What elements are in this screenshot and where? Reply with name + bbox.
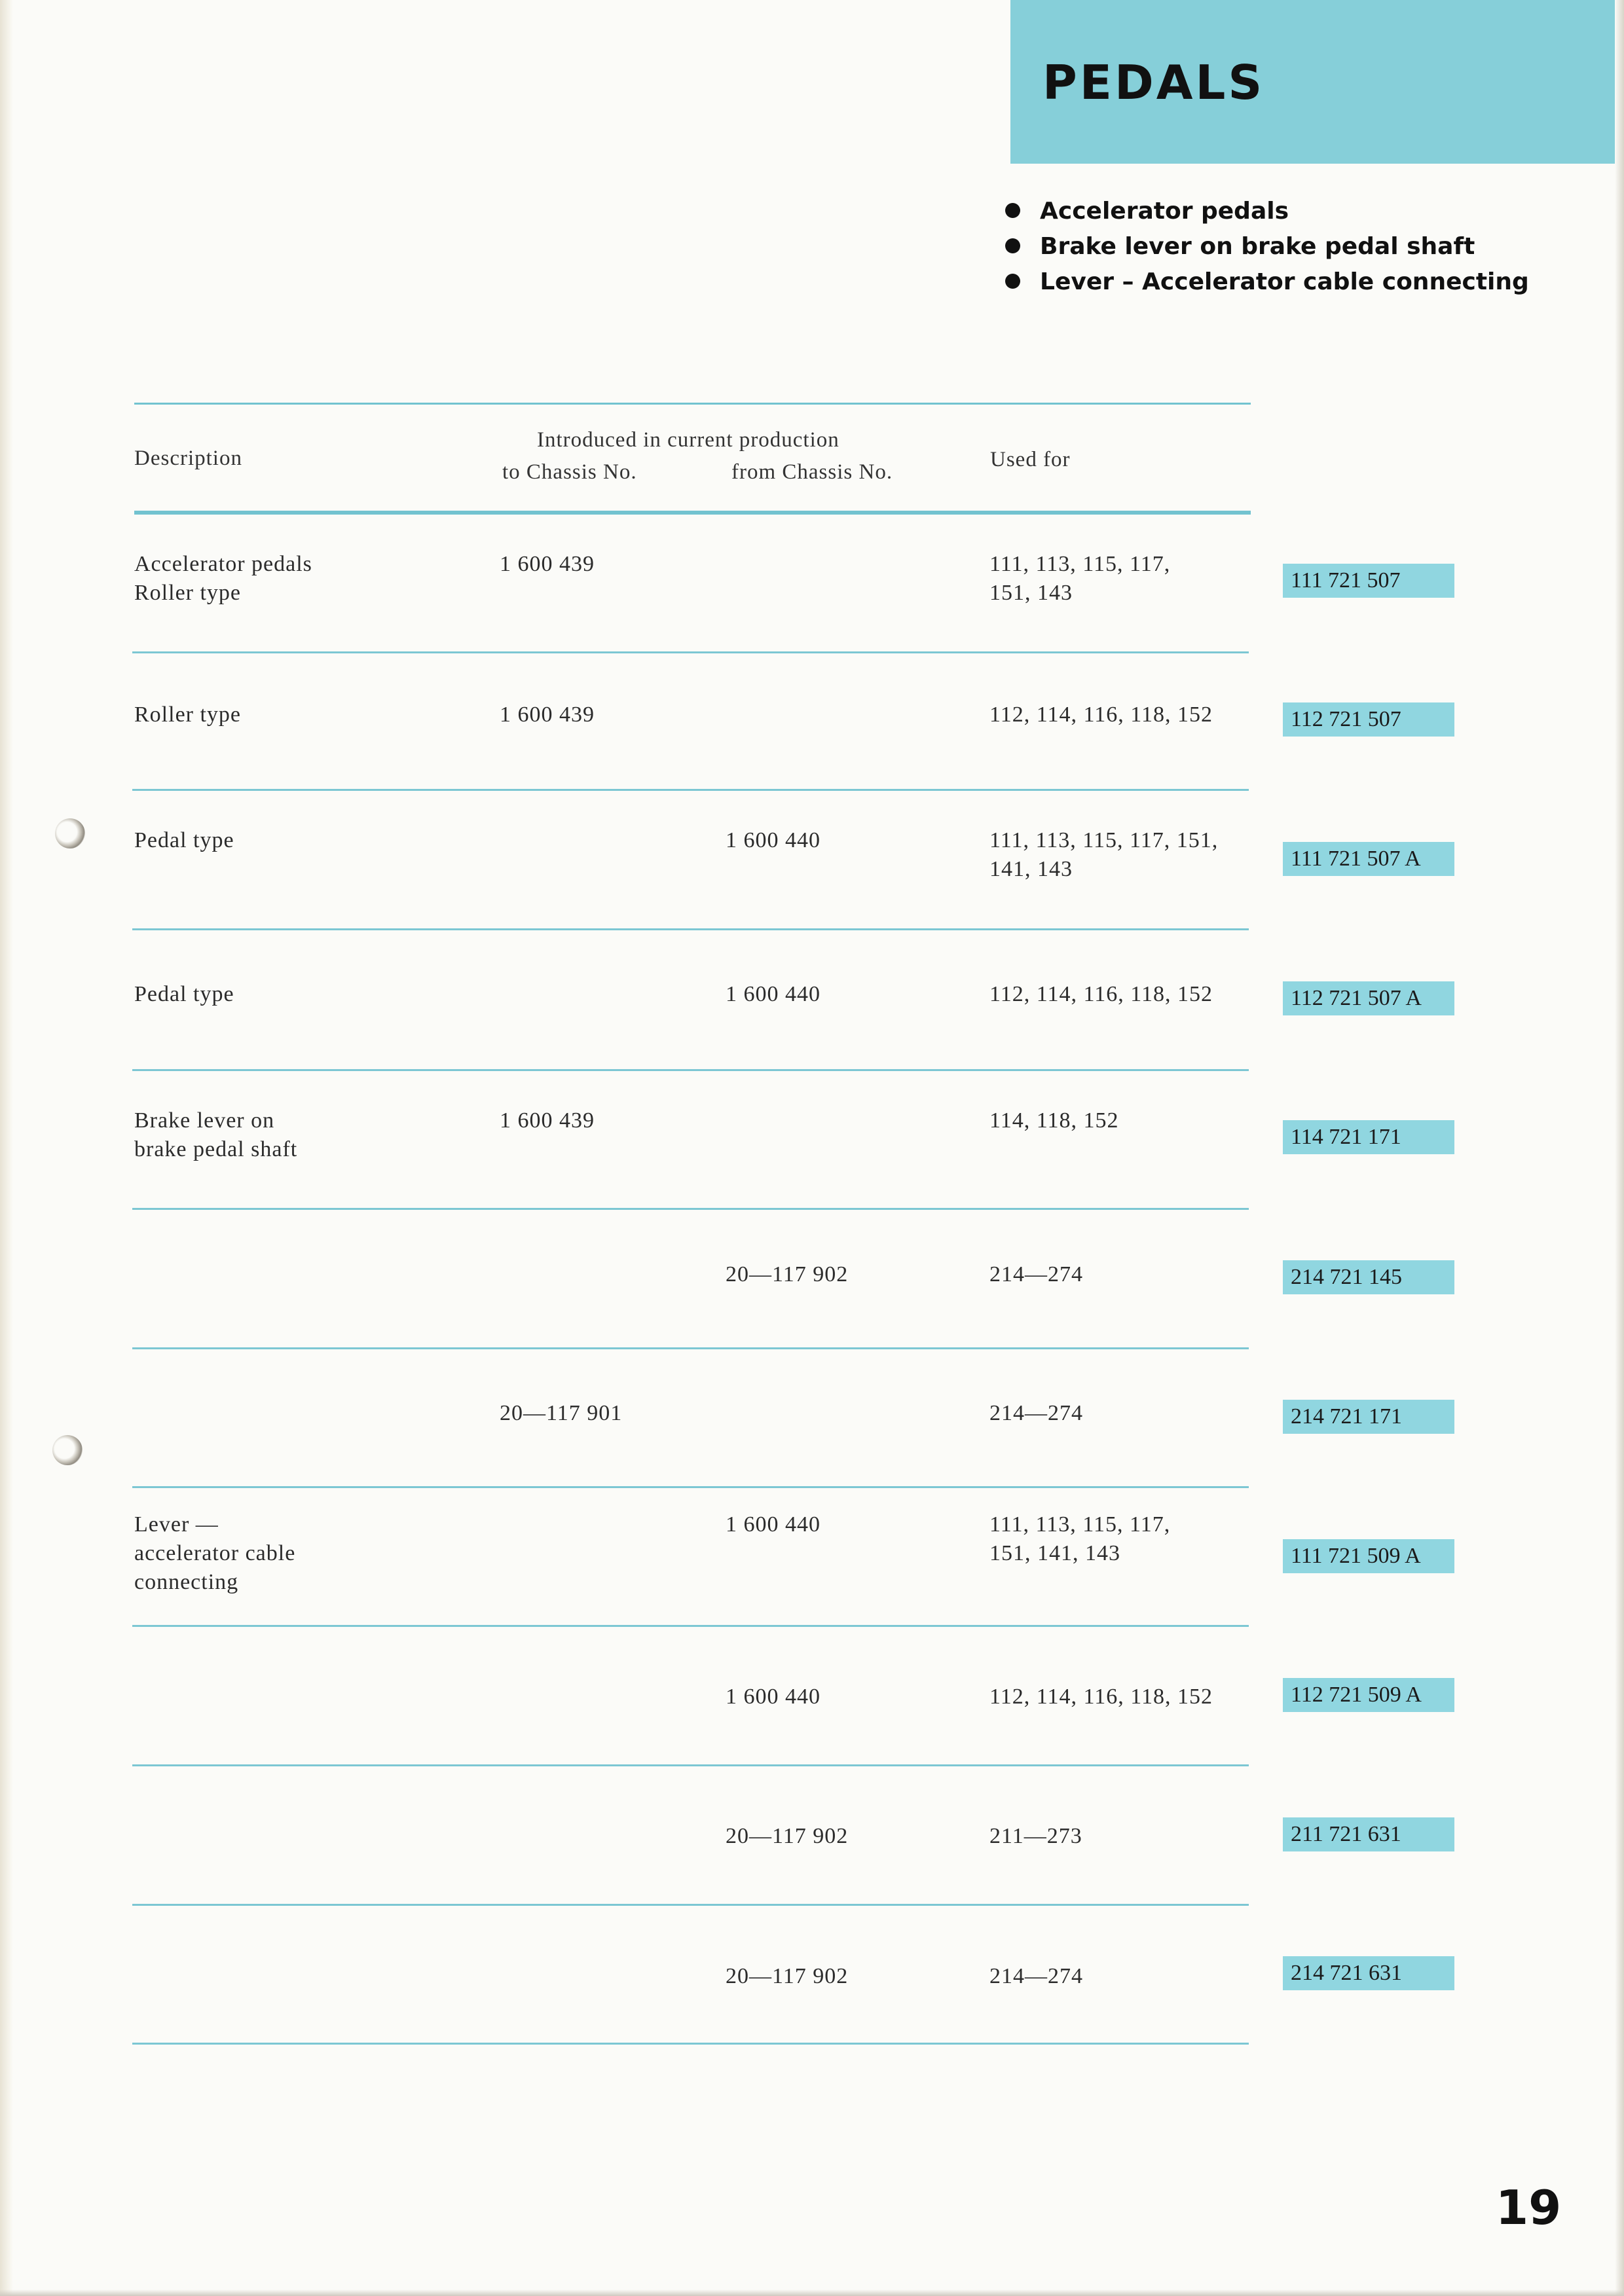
header-from-chassis: from Chassis No. xyxy=(731,460,893,484)
bullet-text: Brake lever on brake pedal shaft xyxy=(1040,233,1475,260)
row-used-for: 214—274 xyxy=(989,1401,1083,1425)
row-from-chassis: 20—117 902 xyxy=(726,1262,849,1286)
row-divider xyxy=(132,1625,1249,1627)
row-part-number: 214 721 145 xyxy=(1283,1260,1454,1294)
bullet-dot-icon xyxy=(1005,238,1020,253)
row-part-number: 111 721 507 A xyxy=(1283,842,1454,876)
page-number: 19 xyxy=(1496,2180,1562,2235)
bullet-item xyxy=(1005,229,1529,264)
row-used-for: 211—273 xyxy=(989,1824,1082,1848)
table-header-rule xyxy=(134,511,1251,515)
page-edge-bottom xyxy=(0,2289,1624,2296)
row-used-for: 214—274 xyxy=(989,1964,1083,1988)
row-used-for: 114, 118, 152 xyxy=(989,1108,1119,1133)
row-part-number: 112 721 507 xyxy=(1283,702,1454,737)
header-to-chassis: to Chassis No. xyxy=(502,460,637,484)
row-from-chassis: 1 600 440 xyxy=(726,1512,821,1537)
row-to-chassis: 20—117 901 xyxy=(500,1401,623,1425)
bullet-item xyxy=(1005,264,1529,300)
bullet-item xyxy=(1005,194,1529,229)
row-part-number: 214 721 171 xyxy=(1283,1400,1454,1434)
row-used-for: 111, 113, 115, 117, 151, 143 xyxy=(989,552,1171,605)
bullet-text: Lever – Accelerator cable connecting xyxy=(1040,268,1529,295)
row-from-chassis: 1 600 440 xyxy=(726,828,821,852)
row-from-chassis: 20—117 902 xyxy=(726,1824,849,1848)
bullet-dot-icon xyxy=(1005,203,1020,218)
row-from-chassis: 1 600 440 xyxy=(726,1685,821,1709)
row-used-for: 112, 114, 116, 118, 152 xyxy=(989,982,1213,1006)
row-divider xyxy=(132,1904,1249,1906)
row-used-for: 111, 113, 115, 117, 151, 141, 143 xyxy=(989,1512,1171,1565)
row-divider xyxy=(132,789,1249,791)
row-description: Accelerator pedals Roller type xyxy=(134,552,312,605)
row-used-for: 214—274 xyxy=(989,1262,1083,1286)
topic-bullet-list xyxy=(1005,194,1529,300)
row-part-number: 114 721 171 xyxy=(1283,1120,1454,1154)
row-divider xyxy=(132,928,1249,930)
section-title: PEDALS xyxy=(1043,55,1265,110)
row-divider xyxy=(132,2043,1249,2045)
row-divider xyxy=(132,1486,1249,1488)
row-to-chassis: 1 600 439 xyxy=(500,1108,595,1133)
row-description: Roller type xyxy=(134,702,242,727)
row-part-number: 112 721 507 A xyxy=(1283,981,1454,1015)
row-divider xyxy=(132,1347,1249,1349)
row-description: Pedal type xyxy=(134,982,234,1006)
row-part-number: 112 721 509 A xyxy=(1283,1678,1454,1712)
row-from-chassis: 1 600 440 xyxy=(726,982,821,1006)
page-edge-right xyxy=(1615,0,1624,2296)
row-description: Pedal type xyxy=(134,828,234,852)
row-part-number: 211 721 631 xyxy=(1283,1817,1454,1851)
row-to-chassis: 1 600 439 xyxy=(500,702,595,727)
header-used-for: Used for xyxy=(990,448,1071,471)
punch-hole-upper xyxy=(55,818,85,848)
row-from-chassis: 20—117 902 xyxy=(726,1964,849,1988)
row-description: Brake lever on brake pedal shaft xyxy=(134,1108,298,1161)
row-divider xyxy=(132,1208,1249,1210)
bullet-dot-icon xyxy=(1005,274,1020,289)
row-divider xyxy=(132,1764,1249,1766)
row-part-number: 111 721 507 xyxy=(1283,564,1454,598)
row-used-for: 112, 114, 116, 118, 152 xyxy=(989,702,1213,727)
row-to-chassis: 1 600 439 xyxy=(500,552,595,576)
row-used-for: 112, 114, 116, 118, 152 xyxy=(989,1685,1213,1709)
row-description: Lever — accelerator cable connecting xyxy=(134,1512,296,1594)
row-part-number: 111 721 509 A xyxy=(1283,1539,1454,1573)
header-description: Description xyxy=(134,446,242,470)
table-top-rule xyxy=(134,403,1251,405)
bullet-text: Accelerator pedals xyxy=(1040,198,1289,225)
row-used-for: 111, 113, 115, 117, 151, 141, 143 xyxy=(989,828,1219,881)
punch-hole-lower xyxy=(52,1435,83,1465)
header-introduced: Introduced in current production xyxy=(537,428,840,452)
row-part-number: 214 721 631 xyxy=(1283,1956,1454,1990)
page-edge-left xyxy=(0,0,13,2296)
row-divider xyxy=(132,1069,1249,1071)
row-divider xyxy=(132,651,1249,653)
